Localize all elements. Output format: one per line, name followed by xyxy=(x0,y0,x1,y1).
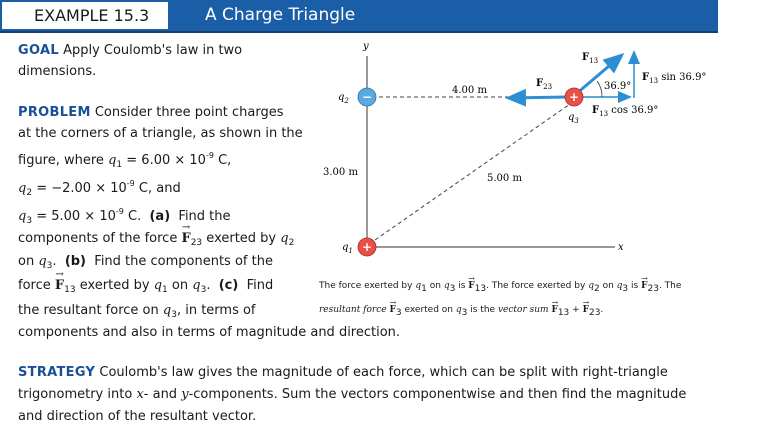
problem-line-7: on $q_3$. (b) Find the components of the xyxy=(18,254,273,271)
problem-line-9: the resultant force on $q_3$, in terms of xyxy=(18,303,256,320)
caption-line-1: The force exerted by q1 on q3 is → F13. The force exerted by q2 on q3 is → F23. The xyxy=(319,276,739,300)
f13-label: $F_{13}$ xyxy=(582,52,599,65)
problem-line-10: components and also in terms of magnitude and direction. xyxy=(18,325,401,340)
charge-q1-sign: + xyxy=(361,240,373,254)
distance-label-3m: 3.00 m xyxy=(323,167,358,178)
goal-heading: GOAL xyxy=(18,43,59,58)
part-c-label: (c) xyxy=(218,278,239,293)
goal-line-2: dimensions. xyxy=(18,64,97,79)
x-axis-label: x xyxy=(618,242,624,253)
charge-q2-label: $q_2$ xyxy=(338,92,349,105)
strategy-heading: STRATEGY xyxy=(18,365,96,380)
problem-line-4: $q_2 = -2.00 \times 10^{-9}$ C, and xyxy=(18,179,181,198)
problem-line-2: at the corners of a triangle, as shown in the xyxy=(18,126,303,141)
f23-label: $F_{23}$ xyxy=(536,78,553,91)
distance-label-5m: 5.00 m xyxy=(487,173,522,184)
force-arrow-f23 xyxy=(508,97,568,98)
distance-label-4m: 4.00 m xyxy=(452,85,487,96)
problem-line-6: components of the force → $F_{23}$ exerted by $q_2$ xyxy=(18,225,294,257)
charge-q2-sign: − xyxy=(361,90,373,104)
problem-line-8: force → $F_{13}$ exerted by $q_1$ on $q_3$. (c) Find xyxy=(18,272,273,304)
f13-x-component-label: $F_{13}$ cos 36.9° xyxy=(592,105,659,118)
charge-q3-sign: + xyxy=(568,90,580,104)
charge-q1-label: $q_1$ xyxy=(342,242,353,255)
figure-caption xyxy=(319,276,739,324)
dashed-side-hypotenuse xyxy=(375,104,570,240)
f13-y-component-label: $F_{13}$ sin 36.9° xyxy=(642,72,707,85)
problem-line-5: $q_3 = 5.00 \times 10^{-9}$ C. (a) Find the xyxy=(18,207,231,226)
example-label: EXAMPLE 15.3 xyxy=(0,0,170,31)
charge-triangle-figure xyxy=(310,36,772,272)
charge-q3-label: $q_3$ xyxy=(568,112,579,125)
example-header xyxy=(0,0,718,33)
strategy-line-3: and direction of the resultant vector. xyxy=(18,409,257,424)
y-axis-label: y xyxy=(363,41,369,52)
problem-line-3: figure, where $q_1 = 6.00 \times 10^{-9}$ C, xyxy=(18,151,232,170)
part-a-label: (a) xyxy=(149,209,171,224)
problem-line-1: PROBLEM Consider three point charges xyxy=(18,105,284,120)
strategy-line-2: trigonometry into x- and y-components. Sum the vectors componentwise and then find the magnitude xyxy=(18,387,687,402)
part-b-label: (b) xyxy=(64,254,87,269)
strategy-line-1: STRATEGY Coulomb's law gives the magnitude of each force, which can be split with right-triangle xyxy=(18,365,668,380)
angle-label: 36.9° xyxy=(604,81,632,92)
caption-line-2: resultant force → F3 exerted on q3 is the vector sum → F13 + → F23. xyxy=(319,300,739,324)
goal-text: Apply Coulomb's law in two xyxy=(63,43,243,58)
example-title: A Charge Triangle xyxy=(205,5,356,25)
angle-arc xyxy=(597,81,602,97)
problem-heading: PROBLEM xyxy=(18,105,91,120)
